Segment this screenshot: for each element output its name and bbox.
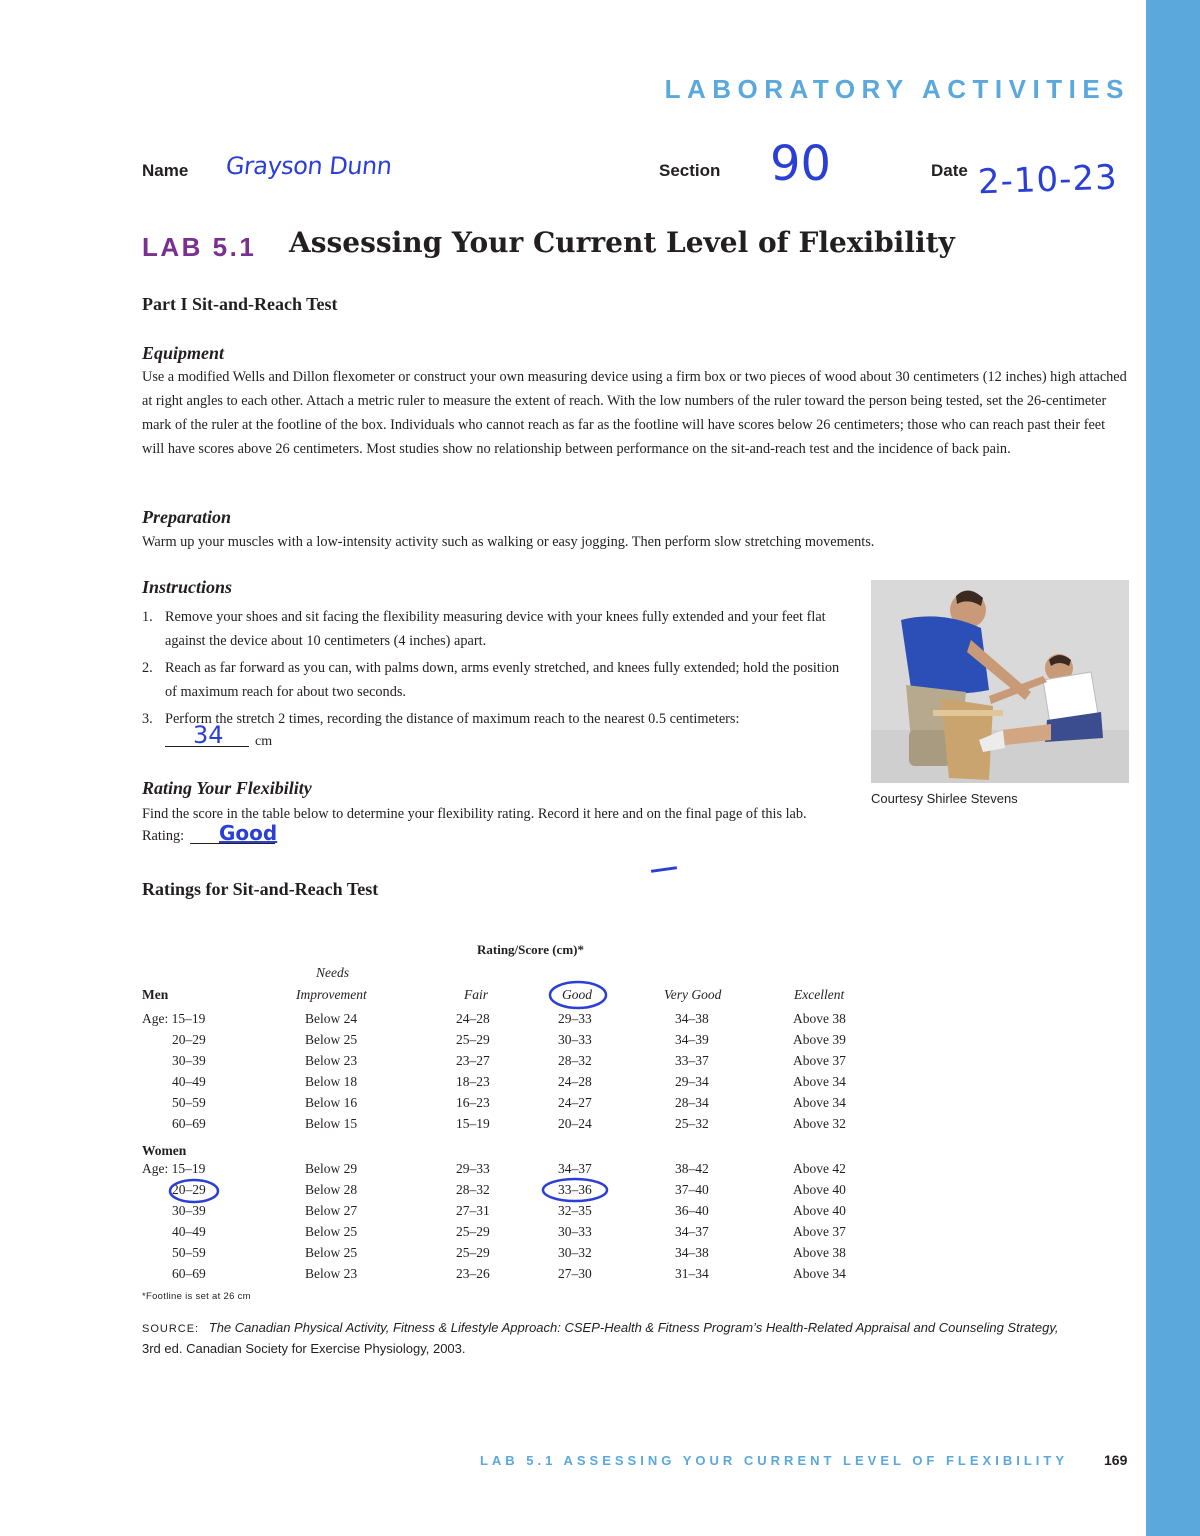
table-cell: 29–33: [558, 1011, 592, 1026]
table-cell: 28–34: [675, 1095, 709, 1110]
table-cell: 34–39: [675, 1032, 709, 1047]
table-cell: Above 34: [793, 1266, 846, 1281]
part-heading: Part I Sit-and-Reach Test: [142, 294, 338, 314]
section-header: LABORATORY ACTIVITIES: [664, 74, 1130, 104]
age-cell: 60–69: [172, 1266, 206, 1281]
table-cell: 25–29: [456, 1032, 490, 1047]
table-cell: Below 29: [305, 1161, 358, 1176]
rating-value-handwritten[interactable]: Good: [219, 821, 278, 845]
table-cell: Below 23: [305, 1266, 358, 1281]
source-rest: 3rd ed. Canadian Society for Exercise Physiology, 2003.: [142, 1341, 466, 1356]
col-fair: Fair: [464, 987, 489, 1002]
date-value-handwritten[interactable]: 2-10-23: [977, 157, 1119, 203]
table-cell: 33–37: [675, 1053, 709, 1068]
table-cell: 36–40: [675, 1203, 709, 1218]
page-number: 169: [1104, 1452, 1128, 1468]
age-cell: 30–39: [172, 1203, 206, 1218]
table-cell: 31–34: [675, 1266, 709, 1281]
rating-label: Rating:: [142, 828, 185, 844]
date-label: Date: [931, 161, 968, 180]
age-cell: Age: 15–19: [142, 1011, 206, 1026]
table-footnote: *Footline is set at 26 cm: [142, 1291, 251, 1302]
table-super-header: Rating/Score (cm)*: [477, 942, 584, 957]
source-label: SOURCE:: [142, 1323, 200, 1335]
table-cell: Above 37: [793, 1224, 846, 1239]
footer-running-title: LAB 5.1 ASSESSING YOUR CURRENT LEVEL OF FLEXIBILITY: [479, 1453, 1068, 1468]
circle-women-20-29: [170, 1180, 218, 1202]
table-cell: 23–26: [456, 1266, 490, 1281]
rating-text: Find the score in the table below to determine your flexibility rating. Record it here and on the final page of this lab.: [142, 806, 807, 822]
table-cell: Below 27: [305, 1203, 358, 1218]
age-cell: Age: 15–19: [142, 1161, 206, 1176]
age-cell: 40–49: [172, 1074, 206, 1089]
table-cell: 28–32: [456, 1182, 490, 1197]
lab-title: Assessing Your Current Level of Flexibility: [289, 226, 955, 259]
table-cell: 27–30: [558, 1266, 592, 1281]
circle-good-header: [550, 982, 606, 1008]
col-very-good: Very Good: [664, 987, 722, 1002]
age-cell: 50–59: [172, 1095, 206, 1110]
table-cell: 28–32: [558, 1053, 592, 1068]
lab-number: LAB 5.1: [142, 232, 257, 262]
table-cell: 18–23: [456, 1074, 490, 1089]
source-title: The Canadian Physical Activity, Fitness & Lifestyle Approach: CSEP-Health & Fitness Program’s Health-Related Appraisal and Counseling Strategy,: [208, 1320, 1059, 1335]
table-cell: Above 34: [793, 1074, 846, 1089]
table-cell: 16–23: [456, 1095, 490, 1110]
table-cell: Above 38: [793, 1011, 846, 1026]
table-cell: Above 37: [793, 1053, 846, 1068]
age-cell: 20–29: [172, 1182, 206, 1197]
photo-caption: Courtesy Shirlee Stevens: [871, 791, 1018, 806]
table-cell: 23–27: [456, 1053, 490, 1068]
table-cell: Below 25: [305, 1032, 358, 1047]
circle-women-good-33-36: [543, 1179, 607, 1201]
instruction-item: 3. Perform the stretch 2 times, recording the distance of maximum reach to the nearest 0.5 centimeters:: [142, 711, 740, 727]
table-cell: Below 15: [305, 1116, 358, 1131]
table-cell: 25–29: [456, 1245, 490, 1260]
table-cell: 15–19: [456, 1116, 490, 1131]
table-cell: Below 24: [305, 1011, 358, 1026]
table-cell: 24–28: [456, 1011, 490, 1026]
table-heading: Ratings for Sit-and-Reach Test: [142, 879, 379, 899]
age-cell: 50–59: [172, 1245, 206, 1260]
section-value-handwritten[interactable]: 90: [770, 136, 832, 192]
preparation-heading: Preparation: [142, 507, 232, 527]
table-cell: 30–32: [558, 1245, 592, 1260]
table-cell: 24–28: [558, 1074, 592, 1089]
age-cell: 20–29: [172, 1032, 206, 1047]
source-citation: [142, 1318, 1132, 1359]
equipment-heading: Equipment: [142, 343, 225, 363]
table-cell: Above 42: [793, 1161, 846, 1176]
table-cell: 29–33: [456, 1161, 490, 1176]
table-cell: 37–40: [675, 1182, 709, 1197]
instruction-item: 2. Reach as far forward as you can, with palms down, arms evenly stretched, and knees fully extended; hold the position of maximum reach for about two seconds.: [142, 660, 840, 700]
table-cell: 34–38: [675, 1011, 709, 1026]
table-cell: 38–42: [675, 1161, 709, 1176]
table-cell: 33–36: [558, 1182, 592, 1197]
table-cell: 25–29: [456, 1224, 490, 1239]
table-cell: 34–37: [675, 1224, 709, 1239]
rating-heading: Rating Your Flexibility: [142, 778, 312, 798]
col-needs: Needs: [316, 965, 349, 980]
preparation-text: Warm up your muscles with a low-intensity activity such as walking or easy jogging. Then perform slow stretching movements.: [142, 534, 875, 550]
table-cell: 20–24: [558, 1116, 592, 1131]
col-needs-improvement: Improvement: [296, 987, 367, 1002]
table-cell: Below 25: [305, 1224, 358, 1239]
reach-value-handwritten[interactable]: 34: [193, 721, 224, 749]
table-cell: 32–35: [558, 1203, 592, 1218]
table-cell: Above 39: [793, 1032, 846, 1047]
table-cell: Above 38: [793, 1245, 846, 1260]
age-cell: 40–49: [172, 1224, 206, 1239]
instruction-item: 1. Remove your shoes and sit facing the flexibility measuring device with your knees fully extended and your feet flat against the device about 10 centimeters (4 inches) apart.: [142, 609, 826, 649]
table-cell: 30–33: [558, 1224, 592, 1239]
age-cell: 30–39: [172, 1053, 206, 1068]
table-cell: Above 34: [793, 1095, 846, 1110]
women-label: Women: [142, 1143, 187, 1158]
table-cell: 25–32: [675, 1116, 709, 1131]
instructions-heading: Instructions: [142, 577, 233, 597]
table-cell: 29–34: [675, 1074, 709, 1089]
table-cell: 30–33: [558, 1032, 592, 1047]
equipment-text: Use a modified Wells and Dillon flexometer or construct your own measuring device using a firm box or two pieces of wood about 30 centimeters (12 inches) high attached at right angles to each other. Attach a metric ruler to measure the extent of reach. With the low numbers of the ruler toward the person being tested, set the 26-centimeter mark of the ruler at the footline of the box. Individuals who cannot reach as far as the footline will have scores below 26 centimeters; those who can reach past their feet will have scores above 26 centimeters. Most studies show no relationship between performance on the sit-and-reach test and the incidence of back pain.: [142, 369, 1127, 457]
table-cell: 34–38: [675, 1245, 709, 1260]
table-cell: Below 18: [305, 1074, 358, 1089]
men-label: Men: [142, 987, 169, 1002]
table-cell: 27–31: [456, 1203, 490, 1218]
name-value-handwritten[interactable]: Grayson Dunn: [224, 152, 393, 180]
table-cell: Below 23: [305, 1053, 358, 1068]
table-cell: Above 40: [793, 1182, 846, 1197]
table-cell: Above 32: [793, 1116, 846, 1131]
table-cell: 34–37: [558, 1161, 592, 1176]
col-good: Good: [562, 987, 592, 1002]
reach-unit: cm: [255, 734, 273, 749]
name-label: Name: [142, 161, 189, 180]
table-cell: Above 40: [793, 1203, 846, 1218]
table-cell: 24–27: [558, 1095, 592, 1110]
table-cell: Below 16: [305, 1095, 358, 1110]
table-cell: Below 28: [305, 1182, 358, 1197]
table-cell: Below 25: [305, 1245, 358, 1260]
age-cell: 60–69: [172, 1116, 206, 1131]
section-label: Section: [659, 161, 721, 180]
col-excellent: Excellent: [794, 987, 845, 1002]
